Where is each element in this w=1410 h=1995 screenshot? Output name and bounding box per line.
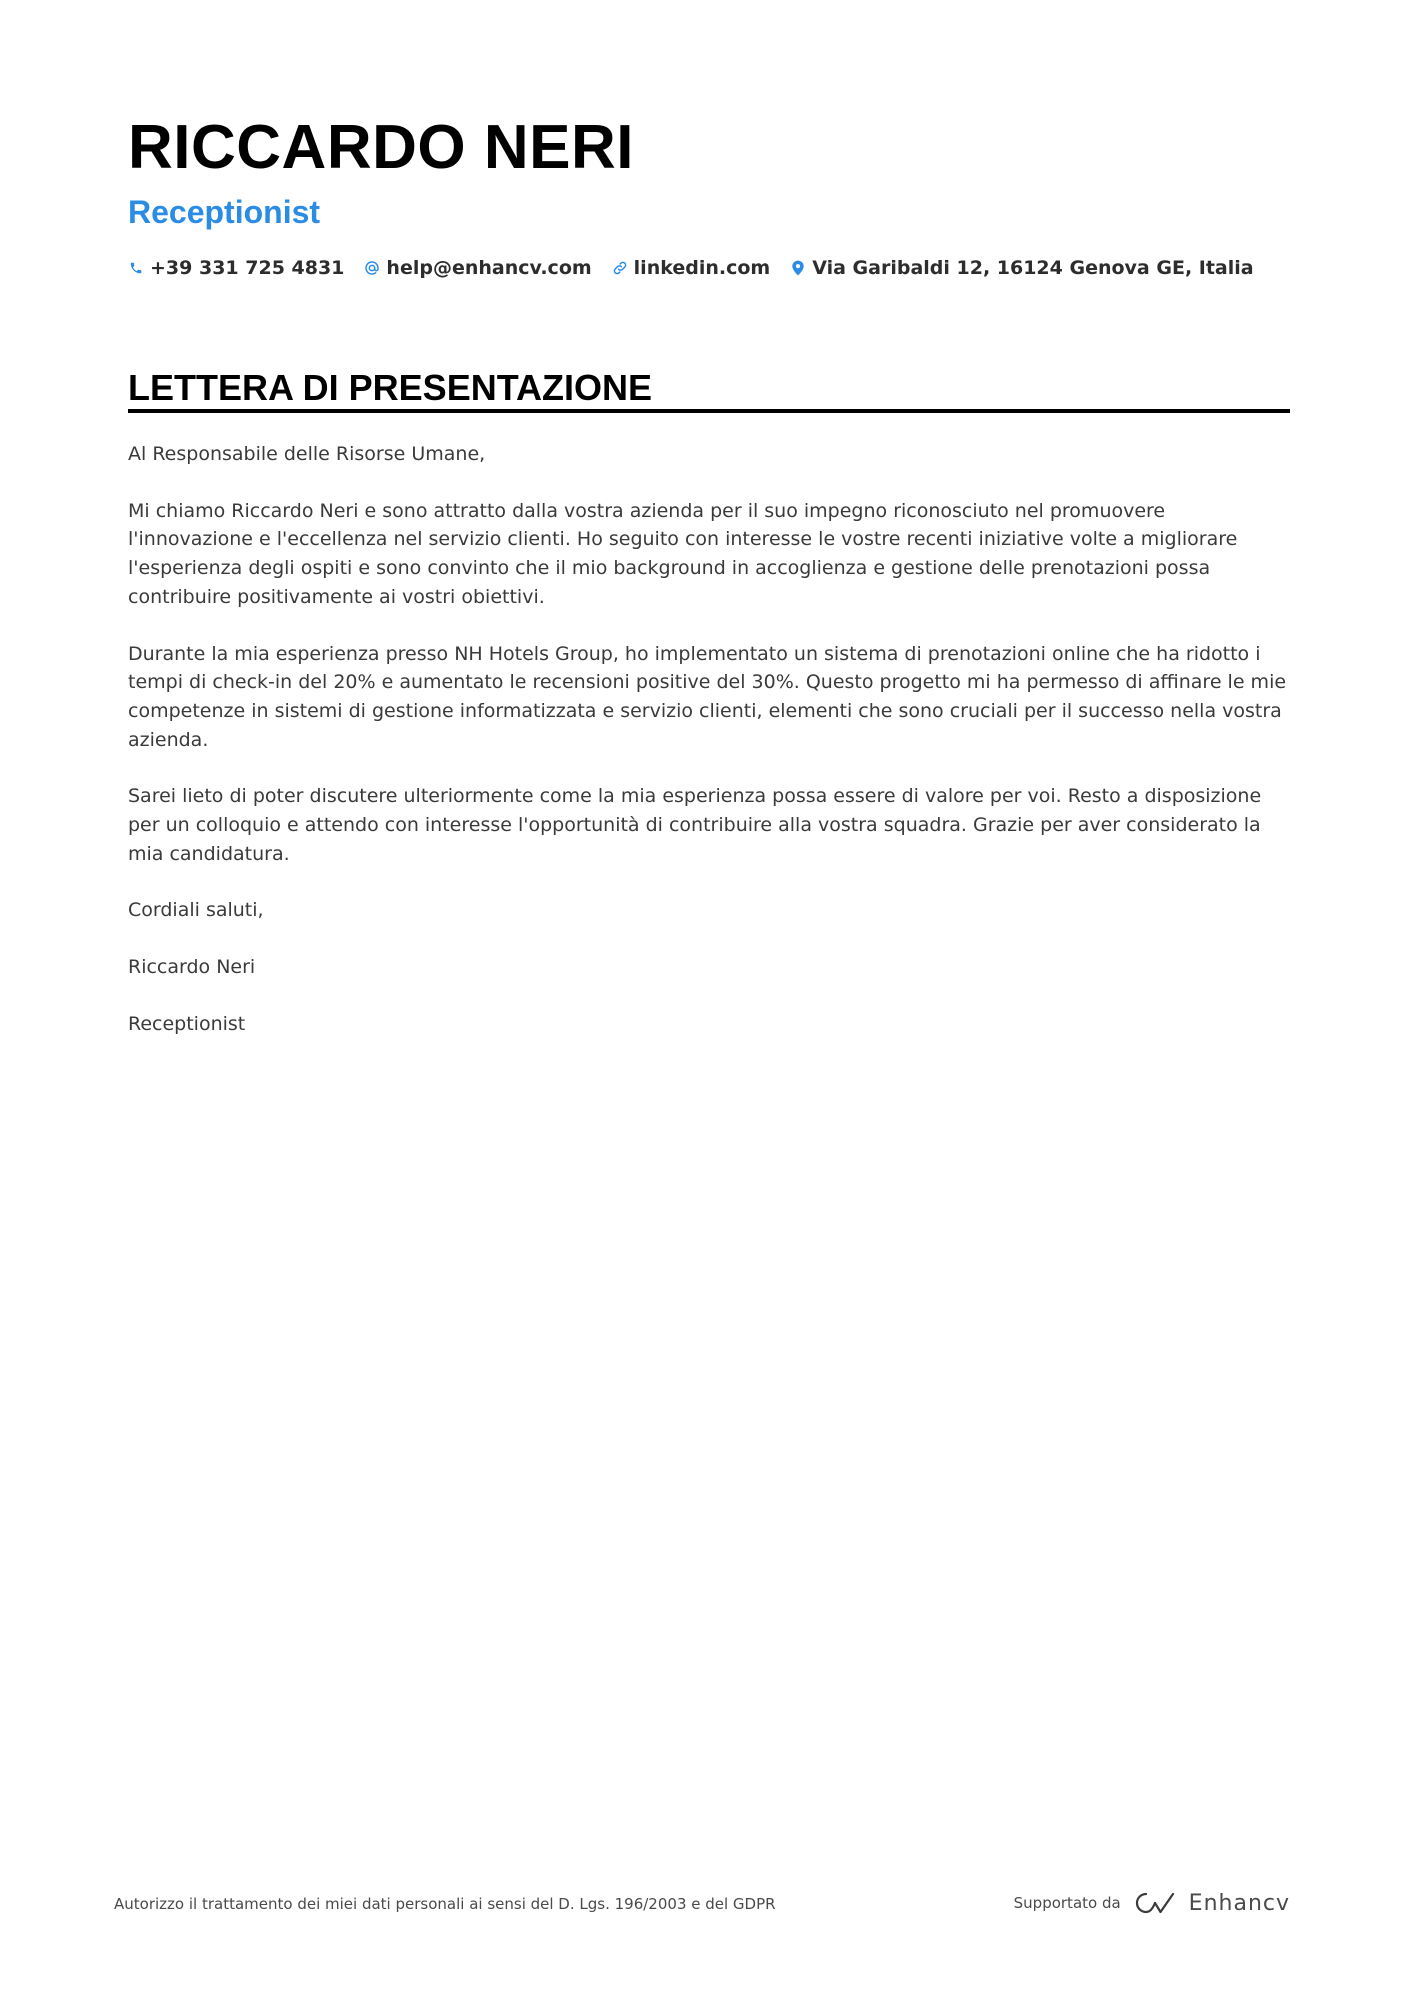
section-divider — [128, 409, 1290, 413]
candidate-role: Receptionist — [128, 194, 321, 230]
letter-greeting: Al Responsabile delle Risorse Umane, — [128, 443, 486, 465]
contact-bar — [128, 253, 1274, 283]
powered-by-label: Supportato da — [1013, 1894, 1121, 1912]
candidate-name: RICCARDO NERI — [128, 113, 634, 182]
powered-by[interactable] — [1014, 1888, 1290, 1918]
letter-closing: Cordiali saluti, — [128, 899, 264, 922]
link-icon — [612, 260, 628, 276]
contact-email[interactable] — [364, 256, 591, 280]
contact-phone-text: +39 331 725 4831 — [150, 257, 345, 279]
signature-name: Riccardo Neri — [128, 956, 256, 979]
contact-linkedin[interactable] — [612, 256, 771, 280]
enhancv-brand: Enhancv — [1188, 1890, 1290, 1916]
contact-phone[interactable] — [128, 256, 344, 280]
contact-linkedin-text: linkedin.com — [633, 257, 771, 279]
enhancv-logo-icon — [1133, 1890, 1179, 1916]
privacy-consent: Autorizzo il trattamento dei miei dati personali ai sensi del D. Lgs. 196/2003 e del GDPR — [114, 1895, 776, 1913]
letter-paragraph-2: Durante la mia esperienza presso NH Hotels Group, ho implementato un sistema di prenotazioni online che ha ridotto i tempi di check-in del 20% e aumentato le recensioni positive del 30%. Questo progetto mi ha permesso di affinare le mie competenze in sistemi di gestione informatizzata e servizio clienti, elementi che sono cruciali per il successo nella vostra azienda. — [128, 642, 1287, 751]
contact-email-text: help@enhancv.com — [386, 257, 592, 279]
map-pin-icon — [790, 260, 806, 276]
letter-paragraph-3: Sarei lieto di poter discutere ulteriormente come la mia esperienza possa essere di valore per voi. Resto a disposizione per un colloquio e attendo con interesse l'opportunità di contribuire alla vostra squadra. Grazie per aver considerato la mia candidatura. — [128, 785, 1262, 865]
letter-paragraph-1: Mi chiamo Riccardo Neri e sono attratto dalla vostra azienda per il suo impegno riconosciuto nel promuovere l'innovazione e l'eccellenza nel servizio clienti. Ho seguito con interesse le vostre recenti iniziative volte a migliorare l'esperienza degli ospiti e sono convinto che il mio background in accoglienza e gestione delle prenotazioni possa contribuire positivamente ai vostri obiettivi. — [128, 499, 1238, 608]
phone-icon — [128, 260, 144, 276]
contact-address-text: Via Garibaldi 12, 16124 Genova GE, Italia — [812, 257, 1254, 279]
at-icon — [364, 260, 380, 276]
signature-role: Receptionist — [128, 1012, 246, 1035]
section-title: LETTERA DI PRESENTAZIONE — [128, 367, 653, 408]
letter-body — [128, 440, 1290, 1067]
contact-address — [790, 256, 1253, 280]
